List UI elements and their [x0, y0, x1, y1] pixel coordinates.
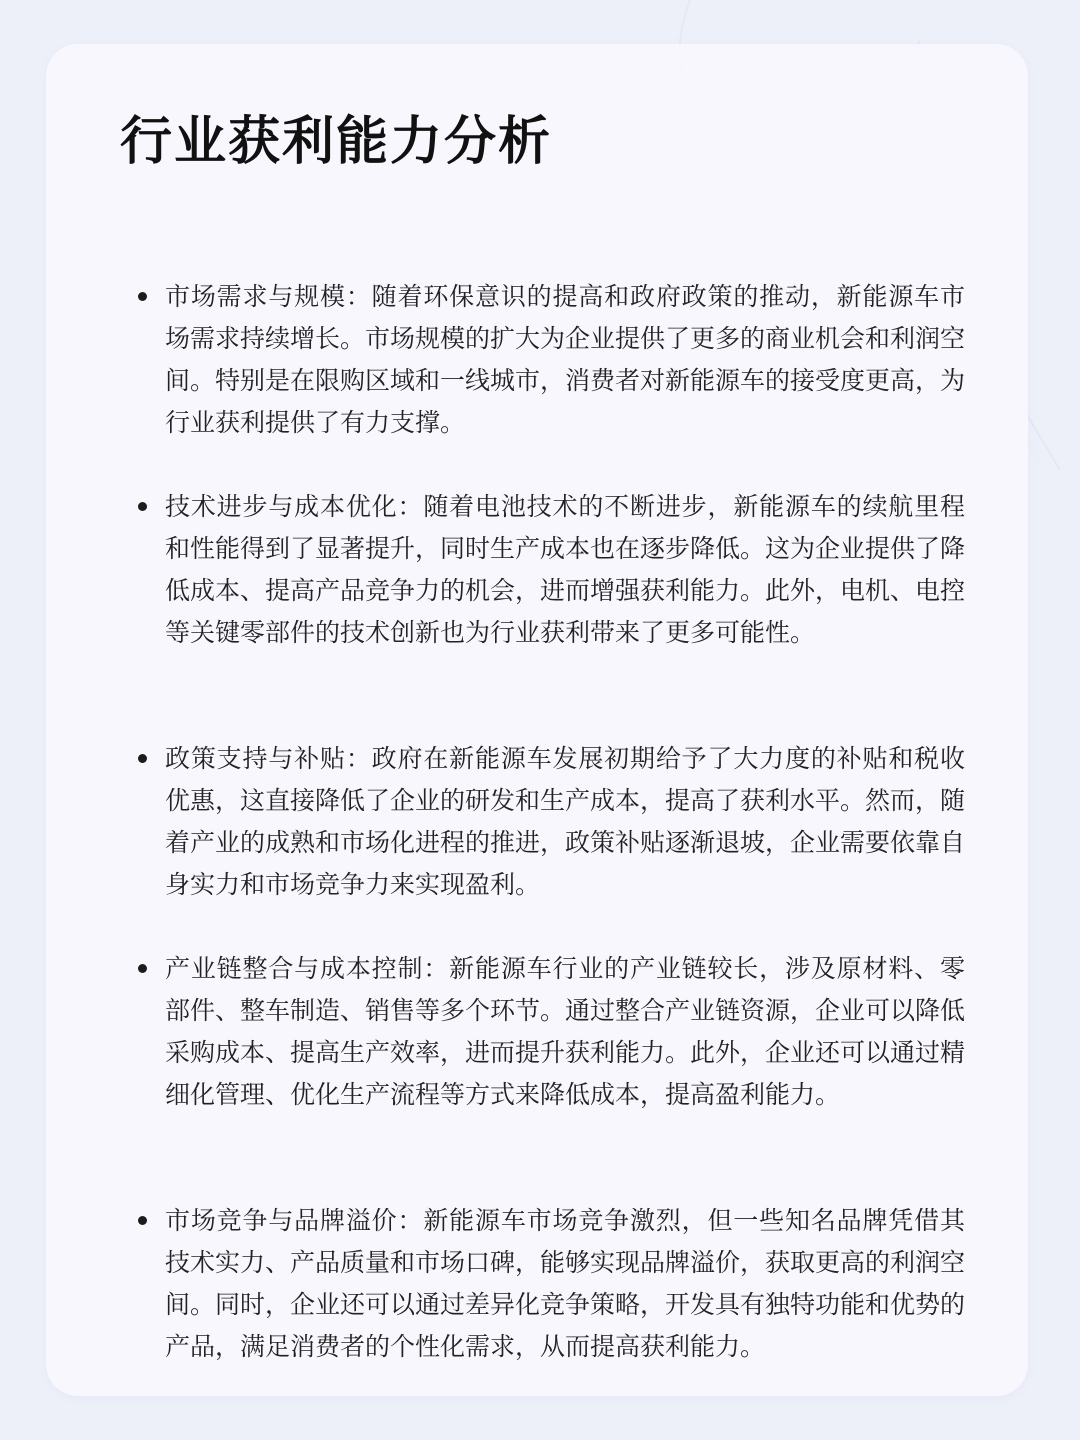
list-item	[130, 948, 970, 1116]
bullet-icon	[138, 292, 147, 301]
item-text: 政府在新能源车发展初期给予了大力度的补贴和税收优惠，这直接降低了企业的研发和生产成本，提高了获利水平。然而，随着产业的成熟和市场化进程的推进，政策补贴逐渐退坡，企业需要依靠自身实力和市场竞争力来实现盈利。	[165, 744, 966, 899]
item-heading: 技术进步与成本优化：	[165, 492, 424, 521]
item-heading: 市场需求与规模：	[165, 282, 372, 311]
item-text: 新能源车行业的产业链较长，涉及原材料、零部件、整车制造、销售等多个环节。通过整合产业链资源，企业可以降低采购成本、提高生产效率，进而提升获利能力。此外，企业还可以通过精细化管理、优化生产流程等方式来降低成本，提高盈利能力。	[165, 954, 966, 1109]
bullet-icon	[138, 754, 147, 763]
content-card	[46, 44, 1028, 1396]
list-item	[130, 276, 970, 444]
item-text: 新能源车市场竞争激烈，但一些知名品牌凭借其技术实力、产品质量和市场口碑，能够实现品牌溢价，获取更高的利润空间。同时，企业还可以通过差异化竞争策略，开发具有独特功能和优势的产品，满足消费者的个性化需求，从而提高获利能力。	[165, 1206, 966, 1361]
bullet-icon	[138, 502, 147, 511]
bullet-icon	[138, 1216, 147, 1225]
bullet-icon	[138, 964, 147, 973]
list-item	[130, 1200, 970, 1368]
item-text: 随着环保意识的提高和政府政策的推动，新能源车市场需求持续增长。市场规模的扩大为企业提供了更多的商业机会和利润空间。特别是在限购区域和一线城市，消费者对新能源车的接受度更高，为行业获利提供了有力支撑。	[165, 282, 966, 437]
list-item	[130, 486, 970, 654]
item-heading: 产业链整合与成本控制：	[165, 954, 450, 983]
item-text: 随着电池技术的不断进步，新能源车的续航里程和性能得到了显著提升，同时生产成本也在逐步降低。这为企业提供了降低成本、提高产品竞争力的机会，进而增强获利能力。此外，电机、电控等关键零部件的技术创新也为行业获利带来了更多可能性。	[165, 492, 966, 647]
item-heading: 政策支持与补贴：	[165, 744, 372, 773]
page-title: 行业获利能力分析	[120, 112, 553, 172]
list-item	[130, 738, 970, 906]
item-heading: 市场竞争与品牌溢价：	[165, 1206, 424, 1235]
